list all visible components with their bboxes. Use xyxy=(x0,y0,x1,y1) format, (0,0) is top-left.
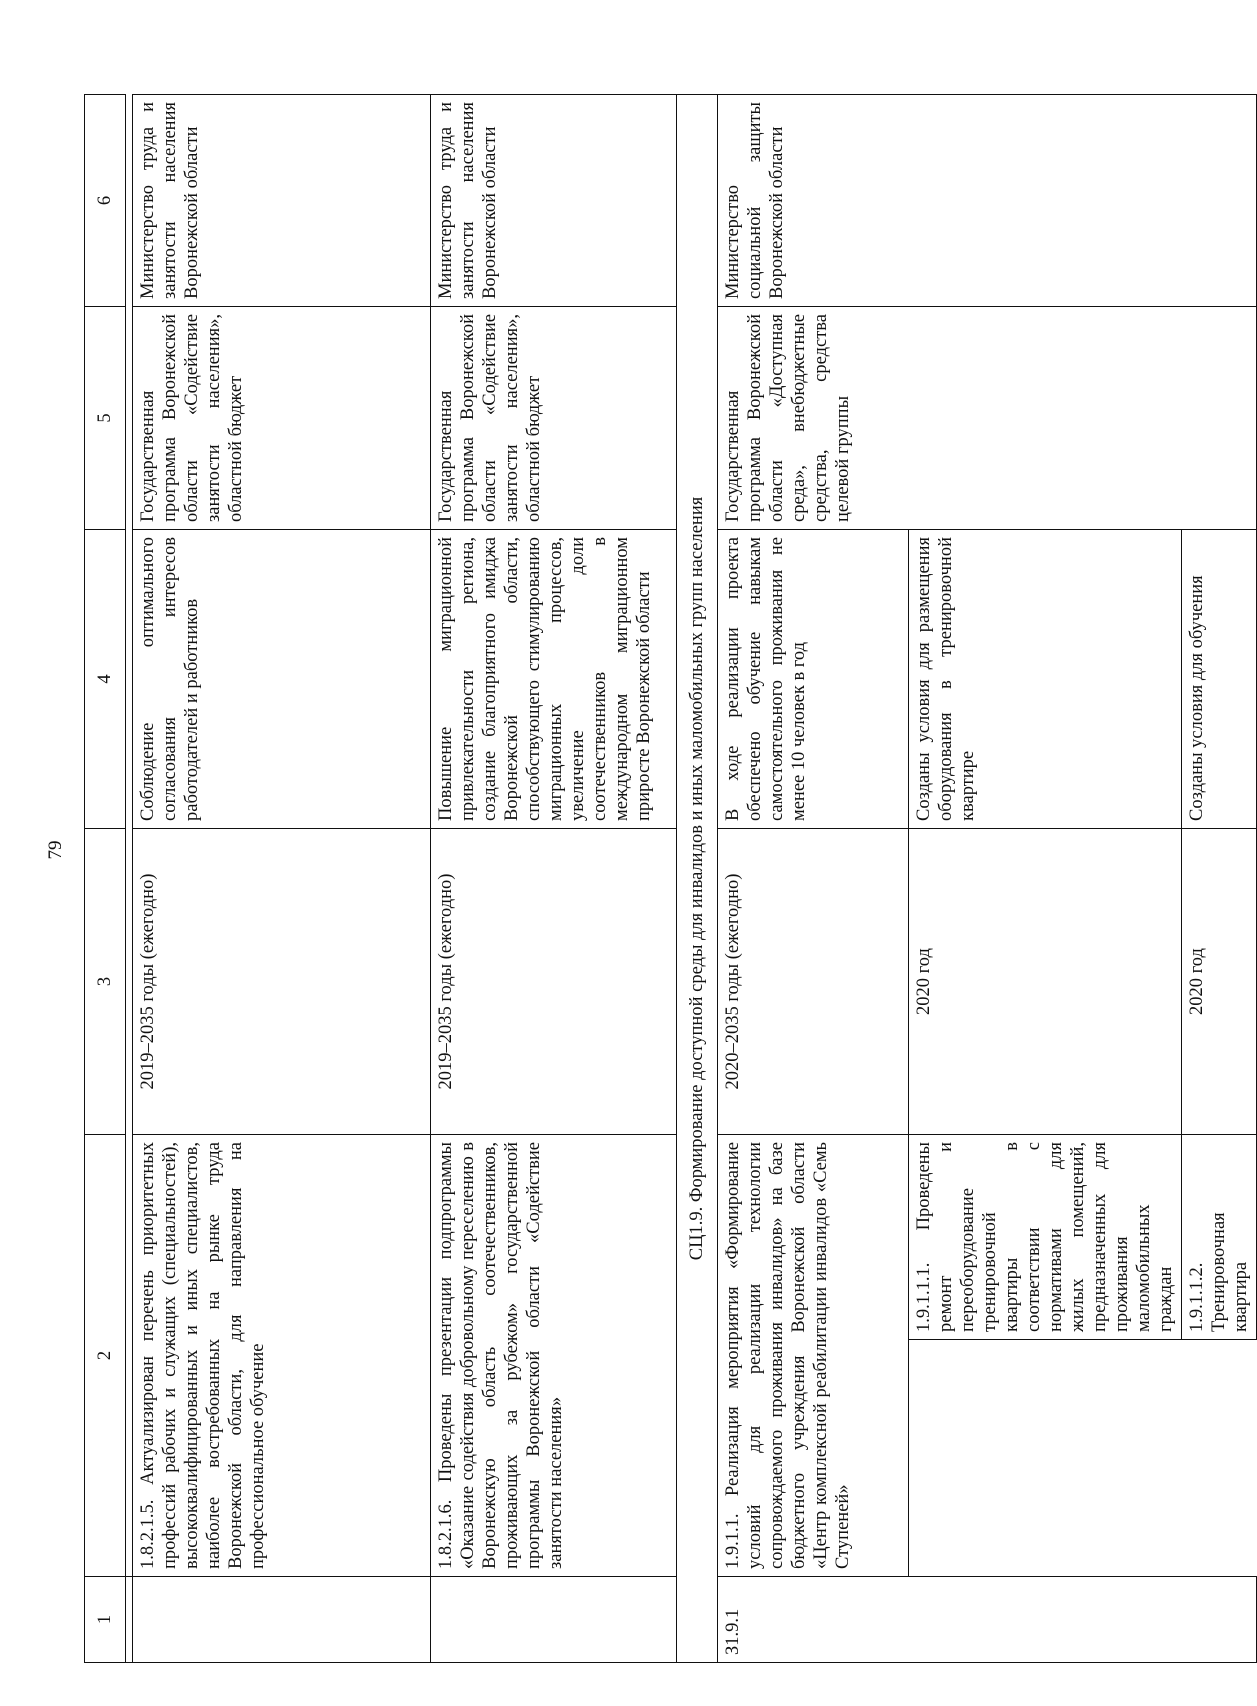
row-period: 2019–2035 годы (ежегодно) xyxy=(133,829,431,1135)
row-code: З1.9.1 xyxy=(718,1577,1257,1663)
row-event: 1.8.2.1.6. Проведены презентации подпрограммы «Оказание содействия добровольному переселению в Воронежскую область соотечественников, проживающих за рубежом» государственной программы Воронежской области «Содействие занятости населения» xyxy=(431,1135,677,1577)
column-number-4: 4 xyxy=(85,530,126,829)
table-row xyxy=(431,95,677,1663)
sub-row-period: 2020 год xyxy=(1182,829,1257,1135)
table-row xyxy=(718,95,909,1663)
row-source: Государственная программа Воронежской области «Доступная среда», внебюджетные средства, средства целевой группы xyxy=(718,307,1257,530)
row-result: Соблюдение оптимального согласования интересов работодателей и работников xyxy=(133,530,431,829)
row-period: 2019–2035 годы (ежегодно) xyxy=(431,829,677,1135)
sub-row-period: 2020 год xyxy=(909,829,1182,1135)
column-number-row xyxy=(85,95,126,1663)
row-event: 1.9.1.1. Реализация мероприятия «Формирование условий для реализации технологии сопровождаемого проживания инвалидов» на базе бюджетного учреждения Воронежской области «Центр комплексной реабилитации инвалидов «Семь Ступеней» xyxy=(718,1135,909,1577)
row-result: Повышение миграционной привлекательности региона, создание благоприятного имиджа Воронежской области, способствующего стимулированию миграционных процессов, увеличение доли соотечественников в международном миграционном приросте Воронежской области xyxy=(431,530,677,829)
row-source: Государственная программа Воронежской области «Содействие занятости населения», областной бюджет xyxy=(431,307,677,530)
sub-row-event: 1.9.1.1.1. Проведены ремонт и переоборудование тренировочной квартиры в соответствии с нормативами для жилых помещений, предназначенных для проживания маломобильных граждан xyxy=(909,1135,1182,1340)
section-title-row xyxy=(677,95,718,1663)
sub-row-result: Созданы условия для размещения оборудования в тренировочной квартире xyxy=(909,530,1182,829)
column-number-2: 2 xyxy=(85,1135,126,1577)
spacer-row xyxy=(126,95,133,1663)
row-executor: Министерство труда и занятости населения Воронежской области xyxy=(133,95,431,307)
section-title: СЦ1.9. Формирование доступной среды для инвалидов и иных маломобильных групп населения xyxy=(677,95,718,1663)
row-event: 1.8.2.1.5. Актуализирован перечень приоритетных профессий рабочих и служащих (специальностей), высококвалифицированных и иных специалистов, наиболее востребованных на рынке труда Воронежской области, для направления на профессиональное обучение xyxy=(133,1135,431,1577)
row-code xyxy=(133,1577,431,1663)
column-number-1: 1 xyxy=(85,1577,126,1663)
page-number: 79 xyxy=(45,840,66,860)
row-executor: Министерство социальной защиты Воронежской области xyxy=(718,95,1257,307)
column-number-3: 3 xyxy=(85,829,126,1135)
row-source: Государственная программа Воронежской области «Содействие занятости населения», областной бюджет xyxy=(133,307,431,530)
row-result: В ходе реализации проекта обеспечено обучение навыкам самостоятельного проживания не менее 10 человек в год xyxy=(718,530,909,829)
sub-row-event: 1.9.1.1.2. Тренировочная квартира xyxy=(1182,1135,1257,1340)
row-period: 2020–2035 годы (ежегодно) xyxy=(718,829,909,1135)
column-number-6: 6 xyxy=(85,95,126,307)
row-executor: Министерство труда и занятости населения Воронежской области xyxy=(431,95,677,307)
measures-table xyxy=(84,94,1257,1663)
row-code xyxy=(431,1577,677,1663)
table-row xyxy=(133,95,431,1663)
column-number-5: 5 xyxy=(85,307,126,530)
sub-row-result: Созданы условия для обучения xyxy=(1182,530,1257,829)
rotated-table-sheet xyxy=(84,95,1251,1663)
